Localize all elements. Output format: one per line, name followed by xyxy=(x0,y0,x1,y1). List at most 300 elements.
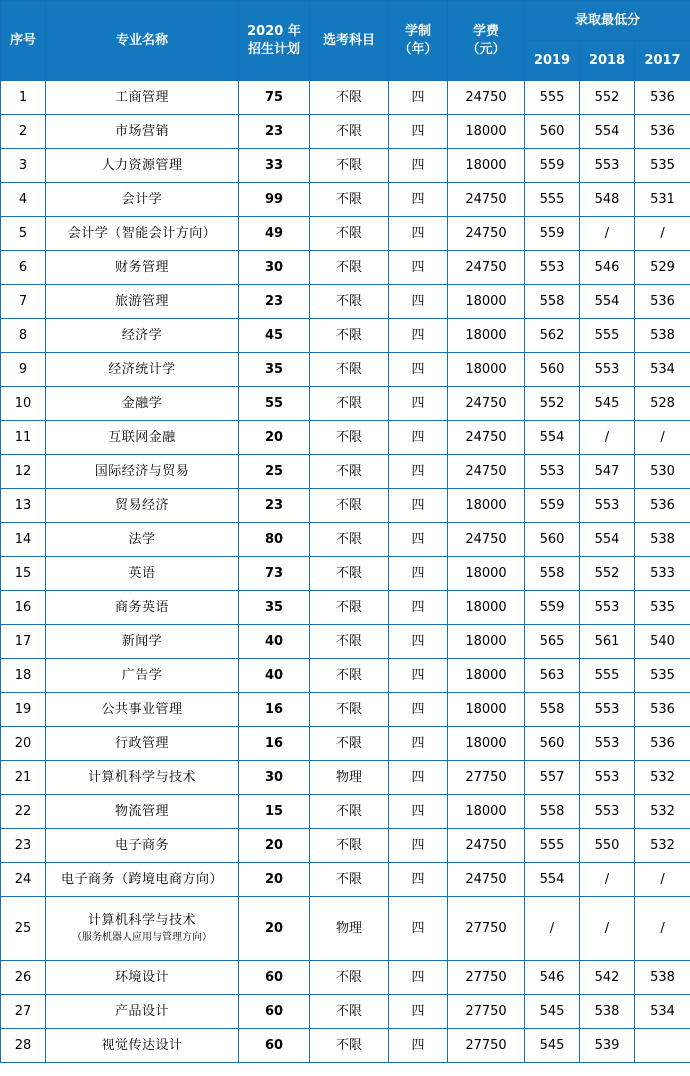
cell-years: 四 xyxy=(389,727,448,761)
cell-fee: 18000 xyxy=(448,727,525,761)
cell-score-2017: 535 xyxy=(635,591,690,625)
major-name: 广告学 xyxy=(121,667,163,683)
cell-major xyxy=(46,591,239,625)
cell-years: 四 xyxy=(389,387,448,421)
cell-years: 四 xyxy=(389,183,448,217)
cell-score-2017: 536 xyxy=(635,115,690,149)
cell-major xyxy=(46,387,239,421)
cell-score-2019: 554 xyxy=(525,421,580,455)
cell-fee: 18000 xyxy=(448,489,525,523)
column-header-plan-line2: 招生计划 xyxy=(247,41,300,57)
cell-major xyxy=(46,829,239,863)
cell-score-2019: 555 xyxy=(525,81,580,115)
cell-plan: 55 xyxy=(239,387,310,421)
cell-subject: 不限 xyxy=(310,183,389,217)
cell-major xyxy=(46,251,239,285)
column-header-min-score-group: 录取最低分 xyxy=(525,1,690,41)
major-name: 旅游管理 xyxy=(114,293,169,309)
cell-subject: 不限 xyxy=(310,659,389,693)
cell-score-2019: 552 xyxy=(525,387,580,421)
cell-seq: 6 xyxy=(1,251,46,285)
cell-fee: 18000 xyxy=(448,557,525,591)
cell-years: 四 xyxy=(389,995,448,1029)
cell-score-2019: 545 xyxy=(525,995,580,1029)
cell-seq: 15 xyxy=(1,557,46,591)
cell-major xyxy=(46,285,239,319)
cell-score-2017: 535 xyxy=(635,149,690,183)
cell-fee: 18000 xyxy=(448,795,525,829)
cell-score-2018: 553 xyxy=(580,795,635,829)
cell-years: 四 xyxy=(389,557,448,591)
column-header-fee-line1: 学费 xyxy=(472,23,499,39)
cell-subject: 不限 xyxy=(310,829,389,863)
cell-years: 四 xyxy=(389,319,448,353)
cell-years: 四 xyxy=(389,1029,448,1063)
cell-fee: 24750 xyxy=(448,81,525,115)
cell-plan: 30 xyxy=(239,761,310,795)
cell-seq: 12 xyxy=(1,455,46,489)
cell-score-2017: 534 xyxy=(635,995,690,1029)
cell-years: 四 xyxy=(389,625,448,659)
cell-plan: 23 xyxy=(239,489,310,523)
cell-subject: 不限 xyxy=(310,455,389,489)
cell-seq: 25 xyxy=(1,897,46,961)
cell-major xyxy=(46,961,239,995)
cell-subject: 不限 xyxy=(310,693,389,727)
cell-major xyxy=(46,455,239,489)
cell-score-2019: 558 xyxy=(525,795,580,829)
cell-score-2019: 563 xyxy=(525,659,580,693)
cell-fee: 18000 xyxy=(448,659,525,693)
major-name: 商务英语 xyxy=(114,599,169,615)
column-header-major: 专业名称 xyxy=(46,1,239,81)
cell-score-2018: / xyxy=(580,897,635,961)
cell-seq: 18 xyxy=(1,659,46,693)
cell-score-2018: 542 xyxy=(580,961,635,995)
cell-score-2018: 538 xyxy=(580,995,635,1029)
cell-seq: 14 xyxy=(1,523,46,557)
cell-score-2019: 546 xyxy=(525,961,580,995)
cell-score-2019: / xyxy=(525,897,580,961)
cell-seq: 16 xyxy=(1,591,46,625)
table-row xyxy=(1,761,690,795)
cell-subject: 不限 xyxy=(310,149,389,183)
cell-score-2019: 559 xyxy=(525,591,580,625)
cell-major xyxy=(46,727,239,761)
cell-score-2017: 536 xyxy=(635,81,690,115)
table-row xyxy=(1,115,690,149)
cell-fee: 24750 xyxy=(448,421,525,455)
cell-seq: 19 xyxy=(1,693,46,727)
cell-years: 四 xyxy=(389,591,448,625)
cell-score-2017: 536 xyxy=(635,727,690,761)
column-header-year-2019: 2019 xyxy=(525,41,580,81)
cell-score-2019: 565 xyxy=(525,625,580,659)
cell-score-2017: 535 xyxy=(635,659,690,693)
cell-score-2019: 558 xyxy=(525,693,580,727)
cell-score-2019: 559 xyxy=(525,217,580,251)
major-direction: （服务机器人应用与管理方向） xyxy=(72,932,212,944)
cell-subject: 不限 xyxy=(310,961,389,995)
cell-score-2018: 553 xyxy=(580,591,635,625)
cell-major xyxy=(46,625,239,659)
cell-score-2017: 528 xyxy=(635,387,690,421)
cell-plan: 73 xyxy=(239,557,310,591)
cell-score-2019: 557 xyxy=(525,761,580,795)
cell-fee: 18000 xyxy=(448,591,525,625)
cell-fee: 27750 xyxy=(448,897,525,961)
table-row xyxy=(1,591,690,625)
cell-years: 四 xyxy=(389,149,448,183)
table-row xyxy=(1,829,690,863)
cell-years: 四 xyxy=(389,829,448,863)
cell-seq: 21 xyxy=(1,761,46,795)
cell-major xyxy=(46,995,239,1029)
cell-years: 四 xyxy=(389,795,448,829)
cell-major xyxy=(46,761,239,795)
table-row xyxy=(1,149,690,183)
cell-subject: 不限 xyxy=(310,421,389,455)
cell-fee: 18000 xyxy=(448,693,525,727)
cell-major xyxy=(46,659,239,693)
cell-years: 四 xyxy=(389,489,448,523)
cell-seq: 8 xyxy=(1,319,46,353)
cell-score-2017: 536 xyxy=(635,489,690,523)
cell-seq: 7 xyxy=(1,285,46,319)
cell-plan: 60 xyxy=(239,995,310,1029)
table-body xyxy=(1,81,690,1063)
column-header-years xyxy=(389,1,448,81)
cell-seq: 26 xyxy=(1,961,46,995)
cell-score-2018: 554 xyxy=(580,523,635,557)
major-name: 人力资源管理 xyxy=(101,157,183,173)
cell-score-2017: 538 xyxy=(635,319,690,353)
cell-seq: 17 xyxy=(1,625,46,659)
cell-major xyxy=(46,217,239,251)
cell-major xyxy=(46,863,239,897)
cell-score-2017: 534 xyxy=(635,353,690,387)
cell-fee: 24750 xyxy=(448,455,525,489)
major-name: 会计学（智能会计方向） xyxy=(67,225,217,241)
cell-plan: 16 xyxy=(239,727,310,761)
cell-score-2018: 555 xyxy=(580,319,635,353)
cell-seq: 27 xyxy=(1,995,46,1029)
cell-subject: 不限 xyxy=(310,795,389,829)
cell-plan: 80 xyxy=(239,523,310,557)
cell-subject: 不限 xyxy=(310,251,389,285)
cell-score-2019: 560 xyxy=(525,727,580,761)
cell-seq: 5 xyxy=(1,217,46,251)
cell-fee: 24750 xyxy=(448,863,525,897)
cell-fee: 27750 xyxy=(448,995,525,1029)
cell-plan: 23 xyxy=(239,115,310,149)
column-header-years-line1: 学制 xyxy=(404,23,431,39)
cell-plan: 20 xyxy=(239,897,310,961)
table-row xyxy=(1,285,690,319)
cell-plan: 30 xyxy=(239,251,310,285)
cell-years: 四 xyxy=(389,693,448,727)
cell-score-2019: 560 xyxy=(525,353,580,387)
cell-major xyxy=(46,897,239,961)
table-row xyxy=(1,523,690,557)
cell-plan: 40 xyxy=(239,625,310,659)
cell-score-2018: 553 xyxy=(580,727,635,761)
cell-seq: 11 xyxy=(1,421,46,455)
cell-score-2017 xyxy=(635,1029,690,1063)
cell-seq: 3 xyxy=(1,149,46,183)
major-name: 法学 xyxy=(128,531,156,547)
cell-subject: 不限 xyxy=(310,353,389,387)
cell-major xyxy=(46,183,239,217)
cell-plan: 20 xyxy=(239,829,310,863)
table-row xyxy=(1,183,690,217)
cell-major xyxy=(46,353,239,387)
cell-major xyxy=(46,523,239,557)
table-row xyxy=(1,421,690,455)
cell-subject: 不限 xyxy=(310,995,389,1029)
cell-fee: 18000 xyxy=(448,149,525,183)
cell-score-2018: 552 xyxy=(580,557,635,591)
major-name: 公共事业管理 xyxy=(101,701,183,717)
cell-plan: 99 xyxy=(239,183,310,217)
cell-fee: 27750 xyxy=(448,961,525,995)
table-row xyxy=(1,727,690,761)
cell-score-2018: 553 xyxy=(580,761,635,795)
cell-subject: 不限 xyxy=(310,1029,389,1063)
table-row xyxy=(1,659,690,693)
cell-score-2018: 545 xyxy=(580,387,635,421)
cell-major xyxy=(46,557,239,591)
table-row xyxy=(1,897,690,961)
cell-score-2017: / xyxy=(635,421,690,455)
cell-years: 四 xyxy=(389,523,448,557)
column-header-plan xyxy=(239,1,310,81)
cell-years: 四 xyxy=(389,353,448,387)
cell-score-2017: 540 xyxy=(635,625,690,659)
cell-score-2018: 561 xyxy=(580,625,635,659)
cell-fee: 24750 xyxy=(448,829,525,863)
cell-major xyxy=(46,489,239,523)
cell-subject: 物理 xyxy=(310,897,389,961)
cell-score-2019: 554 xyxy=(525,863,580,897)
major-name: 经济统计学 xyxy=(108,361,176,377)
cell-score-2018: 550 xyxy=(580,829,635,863)
major-name: 行政管理 xyxy=(114,735,169,751)
cell-years: 四 xyxy=(389,455,448,489)
cell-subject: 不限 xyxy=(310,115,389,149)
major-name: 经济学 xyxy=(121,327,163,343)
cell-seq: 10 xyxy=(1,387,46,421)
cell-years: 四 xyxy=(389,285,448,319)
cell-plan: 35 xyxy=(239,591,310,625)
major-name: 物流管理 xyxy=(114,803,169,819)
column-header-subject: 选考科目 xyxy=(310,1,389,81)
cell-plan: 23 xyxy=(239,285,310,319)
cell-score-2018: 555 xyxy=(580,659,635,693)
major-name: 互联网金融 xyxy=(108,429,176,445)
cell-subject: 不限 xyxy=(310,523,389,557)
cell-score-2017: 531 xyxy=(635,183,690,217)
column-header-year-2018: 2018 xyxy=(580,41,635,81)
major-name: 市场营销 xyxy=(114,123,169,139)
major-name: 产品设计 xyxy=(114,1003,169,1019)
cell-years: 四 xyxy=(389,115,448,149)
cell-fee: 27750 xyxy=(448,761,525,795)
cell-score-2017: 533 xyxy=(635,557,690,591)
cell-score-2017: 532 xyxy=(635,795,690,829)
table-row xyxy=(1,961,690,995)
cell-plan: 35 xyxy=(239,353,310,387)
major-name: 电子商务（跨境电商方向） xyxy=(60,871,223,887)
table-row xyxy=(1,795,690,829)
cell-major xyxy=(46,693,239,727)
cell-score-2019: 559 xyxy=(525,489,580,523)
cell-plan: 40 xyxy=(239,659,310,693)
cell-score-2019: 562 xyxy=(525,319,580,353)
column-header-year-2017: 2017 xyxy=(635,41,690,81)
table-row xyxy=(1,489,690,523)
column-header-fee-line2: （元） xyxy=(466,41,506,57)
column-header-years-line2: （年） xyxy=(398,41,438,57)
cell-fee: 18000 xyxy=(448,319,525,353)
major-name: 财务管理 xyxy=(114,259,169,275)
cell-score-2019: 560 xyxy=(525,115,580,149)
cell-plan: 20 xyxy=(239,421,310,455)
cell-score-2019: 558 xyxy=(525,285,580,319)
cell-score-2018: 546 xyxy=(580,251,635,285)
table-row xyxy=(1,387,690,421)
cell-major xyxy=(46,81,239,115)
cell-years: 四 xyxy=(389,761,448,795)
table-row xyxy=(1,625,690,659)
cell-subject: 不限 xyxy=(310,625,389,659)
cell-fee: 18000 xyxy=(448,115,525,149)
cell-score-2019: 558 xyxy=(525,557,580,591)
table-row xyxy=(1,353,690,387)
table-row xyxy=(1,995,690,1029)
major-name: 计算机科学与技术 xyxy=(87,913,196,929)
cell-score-2018: 547 xyxy=(580,455,635,489)
cell-fee: 18000 xyxy=(448,625,525,659)
cell-subject: 不限 xyxy=(310,489,389,523)
cell-years: 四 xyxy=(389,659,448,693)
cell-score-2017: 536 xyxy=(635,693,690,727)
cell-major xyxy=(46,421,239,455)
cell-score-2017: 538 xyxy=(635,523,690,557)
cell-plan: 60 xyxy=(239,961,310,995)
column-header-fee xyxy=(448,1,525,81)
table-row xyxy=(1,863,690,897)
cell-plan: 16 xyxy=(239,693,310,727)
cell-score-2018: 553 xyxy=(580,353,635,387)
cell-years: 四 xyxy=(389,863,448,897)
cell-plan: 45 xyxy=(239,319,310,353)
cell-subject: 不限 xyxy=(310,863,389,897)
cell-major xyxy=(46,319,239,353)
cell-fee: 24750 xyxy=(448,387,525,421)
cell-fee: 18000 xyxy=(448,353,525,387)
cell-score-2019: 553 xyxy=(525,455,580,489)
cell-fee: 18000 xyxy=(448,285,525,319)
cell-score-2019: 545 xyxy=(525,1029,580,1063)
cell-seq: 24 xyxy=(1,863,46,897)
cell-subject: 物理 xyxy=(310,761,389,795)
cell-score-2017: 530 xyxy=(635,455,690,489)
cell-subject: 不限 xyxy=(310,285,389,319)
cell-score-2019: 555 xyxy=(525,829,580,863)
cell-score-2018: / xyxy=(580,863,635,897)
cell-seq: 23 xyxy=(1,829,46,863)
cell-score-2019: 553 xyxy=(525,251,580,285)
cell-plan: 20 xyxy=(239,863,310,897)
table-row xyxy=(1,319,690,353)
cell-seq: 4 xyxy=(1,183,46,217)
cell-fee: 24750 xyxy=(448,523,525,557)
cell-seq: 28 xyxy=(1,1029,46,1063)
table-header xyxy=(1,1,690,81)
cell-score-2017: 532 xyxy=(635,761,690,795)
cell-plan: 75 xyxy=(239,81,310,115)
cell-score-2019: 559 xyxy=(525,149,580,183)
cell-plan: 60 xyxy=(239,1029,310,1063)
major-name: 金融学 xyxy=(121,395,163,411)
table-row xyxy=(1,81,690,115)
cell-subject: 不限 xyxy=(310,217,389,251)
cell-plan: 25 xyxy=(239,455,310,489)
cell-score-2018: 552 xyxy=(580,81,635,115)
cell-score-2017: 536 xyxy=(635,285,690,319)
cell-years: 四 xyxy=(389,81,448,115)
cell-years: 四 xyxy=(389,217,448,251)
cell-seq: 13 xyxy=(1,489,46,523)
cell-score-2018: 553 xyxy=(580,489,635,523)
cell-score-2019: 560 xyxy=(525,523,580,557)
table-row xyxy=(1,217,690,251)
cell-years: 四 xyxy=(389,961,448,995)
cell-fee: 24750 xyxy=(448,217,525,251)
cell-years: 四 xyxy=(389,897,448,961)
cell-score-2017: 538 xyxy=(635,961,690,995)
cell-score-2017: / xyxy=(635,897,690,961)
cell-score-2018: 554 xyxy=(580,285,635,319)
column-header-plan-line1: 2020 年 xyxy=(247,23,301,39)
cell-subject: 不限 xyxy=(310,557,389,591)
cell-score-2017: 532 xyxy=(635,829,690,863)
cell-score-2018: 539 xyxy=(580,1029,635,1063)
cell-score-2017: / xyxy=(635,217,690,251)
major-name: 贸易经济 xyxy=(114,497,169,513)
cell-plan: 33 xyxy=(239,149,310,183)
cell-years: 四 xyxy=(389,251,448,285)
cell-subject: 不限 xyxy=(310,319,389,353)
cell-score-2018: 553 xyxy=(580,693,635,727)
table-row xyxy=(1,1029,690,1063)
cell-fee: 27750 xyxy=(448,1029,525,1063)
major-name: 电子商务 xyxy=(114,837,169,853)
cell-score-2017: 529 xyxy=(635,251,690,285)
cell-score-2019: 555 xyxy=(525,183,580,217)
table-row xyxy=(1,251,690,285)
cell-score-2018: 553 xyxy=(580,149,635,183)
cell-seq: 22 xyxy=(1,795,46,829)
cell-major xyxy=(46,115,239,149)
cell-years: 四 xyxy=(389,421,448,455)
cell-subject: 不限 xyxy=(310,727,389,761)
major-name: 国际经济与贸易 xyxy=(94,463,190,479)
cell-seq: 20 xyxy=(1,727,46,761)
cell-major xyxy=(46,1029,239,1063)
column-header-seq: 序号 xyxy=(1,1,46,81)
